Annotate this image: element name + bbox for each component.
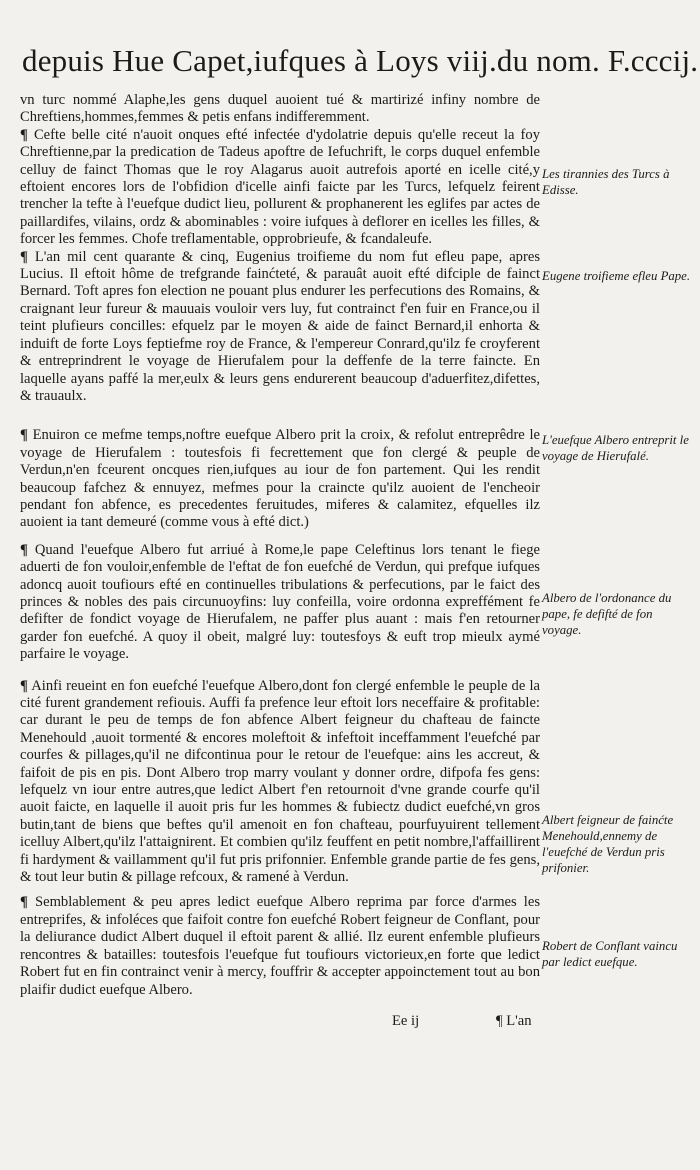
paragraph-text: L'an mil cent quarante & cinq, Eugenius troifieme du nom fut efleu pape, apres Lucius. Il eftoit hôme de trefgrande fainćteté, & parauât auoit efté difciple de fainct Bernard. Toft apres fon election ne pouant plus endurer les perfecutions des Romains, & craignant leur fureur & mauuais vouloir vers luy, fut contrainct f'en fuir en France,ou il teint plufieurs concilles: efquelz par le moyen & aide de fainct Bernard,il enhorta & induift de forte Loys feptiefme roy de France, & l'empereur Conrard,qu'ilz fe croyferent & entreprindrent le voyage de Hierufalem pour la deffenfe de la terre faincte. En laquelle ayans paffé la mer,eulx & leurs gens endurerent beaucoup d'aduerfitez,difettes, & trauaulx.	[20, 248, 540, 404]
margin-note: Albert feigneur de fainćte Menehould,ennemy de l'euefché de Verdun pris prifonier.	[542, 813, 674, 875]
paragraph-text: Semblablement & peu apres ledict euefque Albero reprima par force d'armes les entreprifes, & infoléces que faifoit contre fon euefché Robert feigneur de Conflant, pour la deliurance dudict Albert duquel il eftoit parent & allié. Ilz eurent enfemble plufieurs rencontres & batailles: toutesfois l'euefque fut toufiours victorieux,en forte que ledict Robert fut en fin contrainct venir à mercy, fouffrir & accepter appoinctement tout au bon plaifir dudict euefque Albero.	[20, 894, 540, 998]
signature-mark: Ee ij	[392, 1013, 420, 1029]
paragraph-text: Enuiron ce mefme temps,noftre euefque Albero prit la croix, & refolut entreprêdre le voyage de Hierufalem : toutesfois fi fecrettement que fon clergé & peuple de Verdun,n'en fceurent oncques rien,iufques au iour de fon partement. Qui les rendit beaucoup fafchez & ennuyez, mefmes pour la craincte qu'ilz auoient de l'encheoir pendant fon abfence, es precedentes feruitudes, miferes & calamitez, efquelles ilz auoient ia tant demeuré (comme vous à efté dict.)	[20, 427, 540, 531]
pilcrow-icon: ¶	[20, 894, 28, 911]
pilcrow-icon: ¶	[20, 427, 28, 444]
running-header: depuis Hue Capet,iufques à Loys viij.du nom. F.cccij.	[22, 43, 699, 78]
pilcrow-icon: ¶	[20, 248, 28, 265]
paragraph-text: Cefte belle cité n'auoit onques efté infectée d'ydolatrie depuis qu'elle receut la foy Chreftienne,par la predication de Tadeus apoftre de Iefuchrift, le corps duquel enfemble celluy de fainct Thomas que le roy Alagarus auoit autrefois aporté en icelle cité,y eftoient encores lors de l'obfidion d'icelle ainfi faicte par les Turcs, lefquelz feirent trencher la tefte à l'euefque dudict lieu, pollurent & prophanerent les eglifes par actes de paillardifes, vilains, ordz & abominables : voire iufques à deflorer en icelles les filles, & forcer les femmes. Chofe treflamentable, opprobrieufe, & fcandaleufe.	[20, 126, 540, 248]
pilcrow-icon: ¶	[20, 541, 28, 558]
paragraph	[20, 92, 540, 127]
paragraph	[20, 894, 540, 998]
margin-note: Robert de Conflant vaincu par ledict euefque.	[542, 939, 678, 969]
catchword: ¶ L'an	[496, 1013, 532, 1029]
paragraph-text: Ainfi reueint en fon euefché l'euefque Albero,dont fon clergé enfemble le peuple de la cité furent grandement refiouis. Auffi fa prefence leur eftoit lors neceffaire & profitable: car durant le peu de temps de fon abfence Albert feigneur du chafteau de faincte Menehould ,auoit tormenté & encores moleftoit & infeftoit inceffamment l'euefché par courfes & pillages,qu'il ne difcontinua pour le retour de l'euefque: ains les accreut, & faifoit de pis en pis. Dont Albero trop marry voulant y donner ordre, difpofa fes gens: lefquelz vn iour entre autres,que ledict Albert f'en retournoit d'vne grande courfe qu'il auoit faicte, en laquelle il auoit pris fur les hommes & fubiectz dudict euefché,vn gros butin,tant de biens que beftes qu'il amenoit en fon chafteau, pourfuyuirent tellement icelluy Albert,qu'ilz l'attaignirent. Et combien qu'ilz feuffent en petit nombre,l'affaillirent fi hardyment & vaillamment qu'il fut pris prifonnier. Enfemble grande partie de fes gens, & tout leur butin & pillage refcoux, & ramené à Verdun.	[20, 677, 541, 886]
paragraph	[20, 249, 540, 406]
margin-note: Albero de l'ordonance du pape, fe defifté de fon voyage.	[542, 591, 672, 637]
paragraph	[20, 542, 540, 664]
pilcrow-icon: ¶	[20, 126, 28, 143]
body-text	[20, 92, 540, 999]
paragraph	[20, 427, 540, 531]
margin-note: Les tirannies des Turcs à Edisse.	[542, 167, 670, 197]
pilcrow-icon: ¶	[20, 677, 28, 694]
paragraph-text: vn turc nommé Alaphe,les gens duquel auoient tué & martirizé infiny nombre de Chreftiens,hommes,femmes & petis enfans indifferemment.	[20, 92, 540, 126]
paragraph	[20, 127, 540, 249]
margin-note: L'euefque Albero entreprit le voyage de Hierufalé.	[542, 433, 689, 463]
paragraph-text: Quand l'euefque Albero fut arriué à Rome,le pape Celeftinus lors tenant le fiege aduerti de fon vouloir,enfemble de l'eftat de fon euefché de Verdun, qui prefque iufques adoncq auoit toufiours efté en continuelles tribulations & perfecutions, par le faict des princes & nobles des pais circunuoyfins: luy confeilla, voire ordonna expreffément fe defifter de fondict voyage de Hierufalem, ne paffer plus auant : mais f'en retourner garder fon euefché. A quoy il obeit, malgré luy: toutesfoys & euft trop mieulx aymé parfaire le voyage.	[20, 541, 540, 663]
paragraph	[20, 678, 540, 887]
margin-note: Eugene troifieme efleu Pape.	[542, 269, 691, 283]
